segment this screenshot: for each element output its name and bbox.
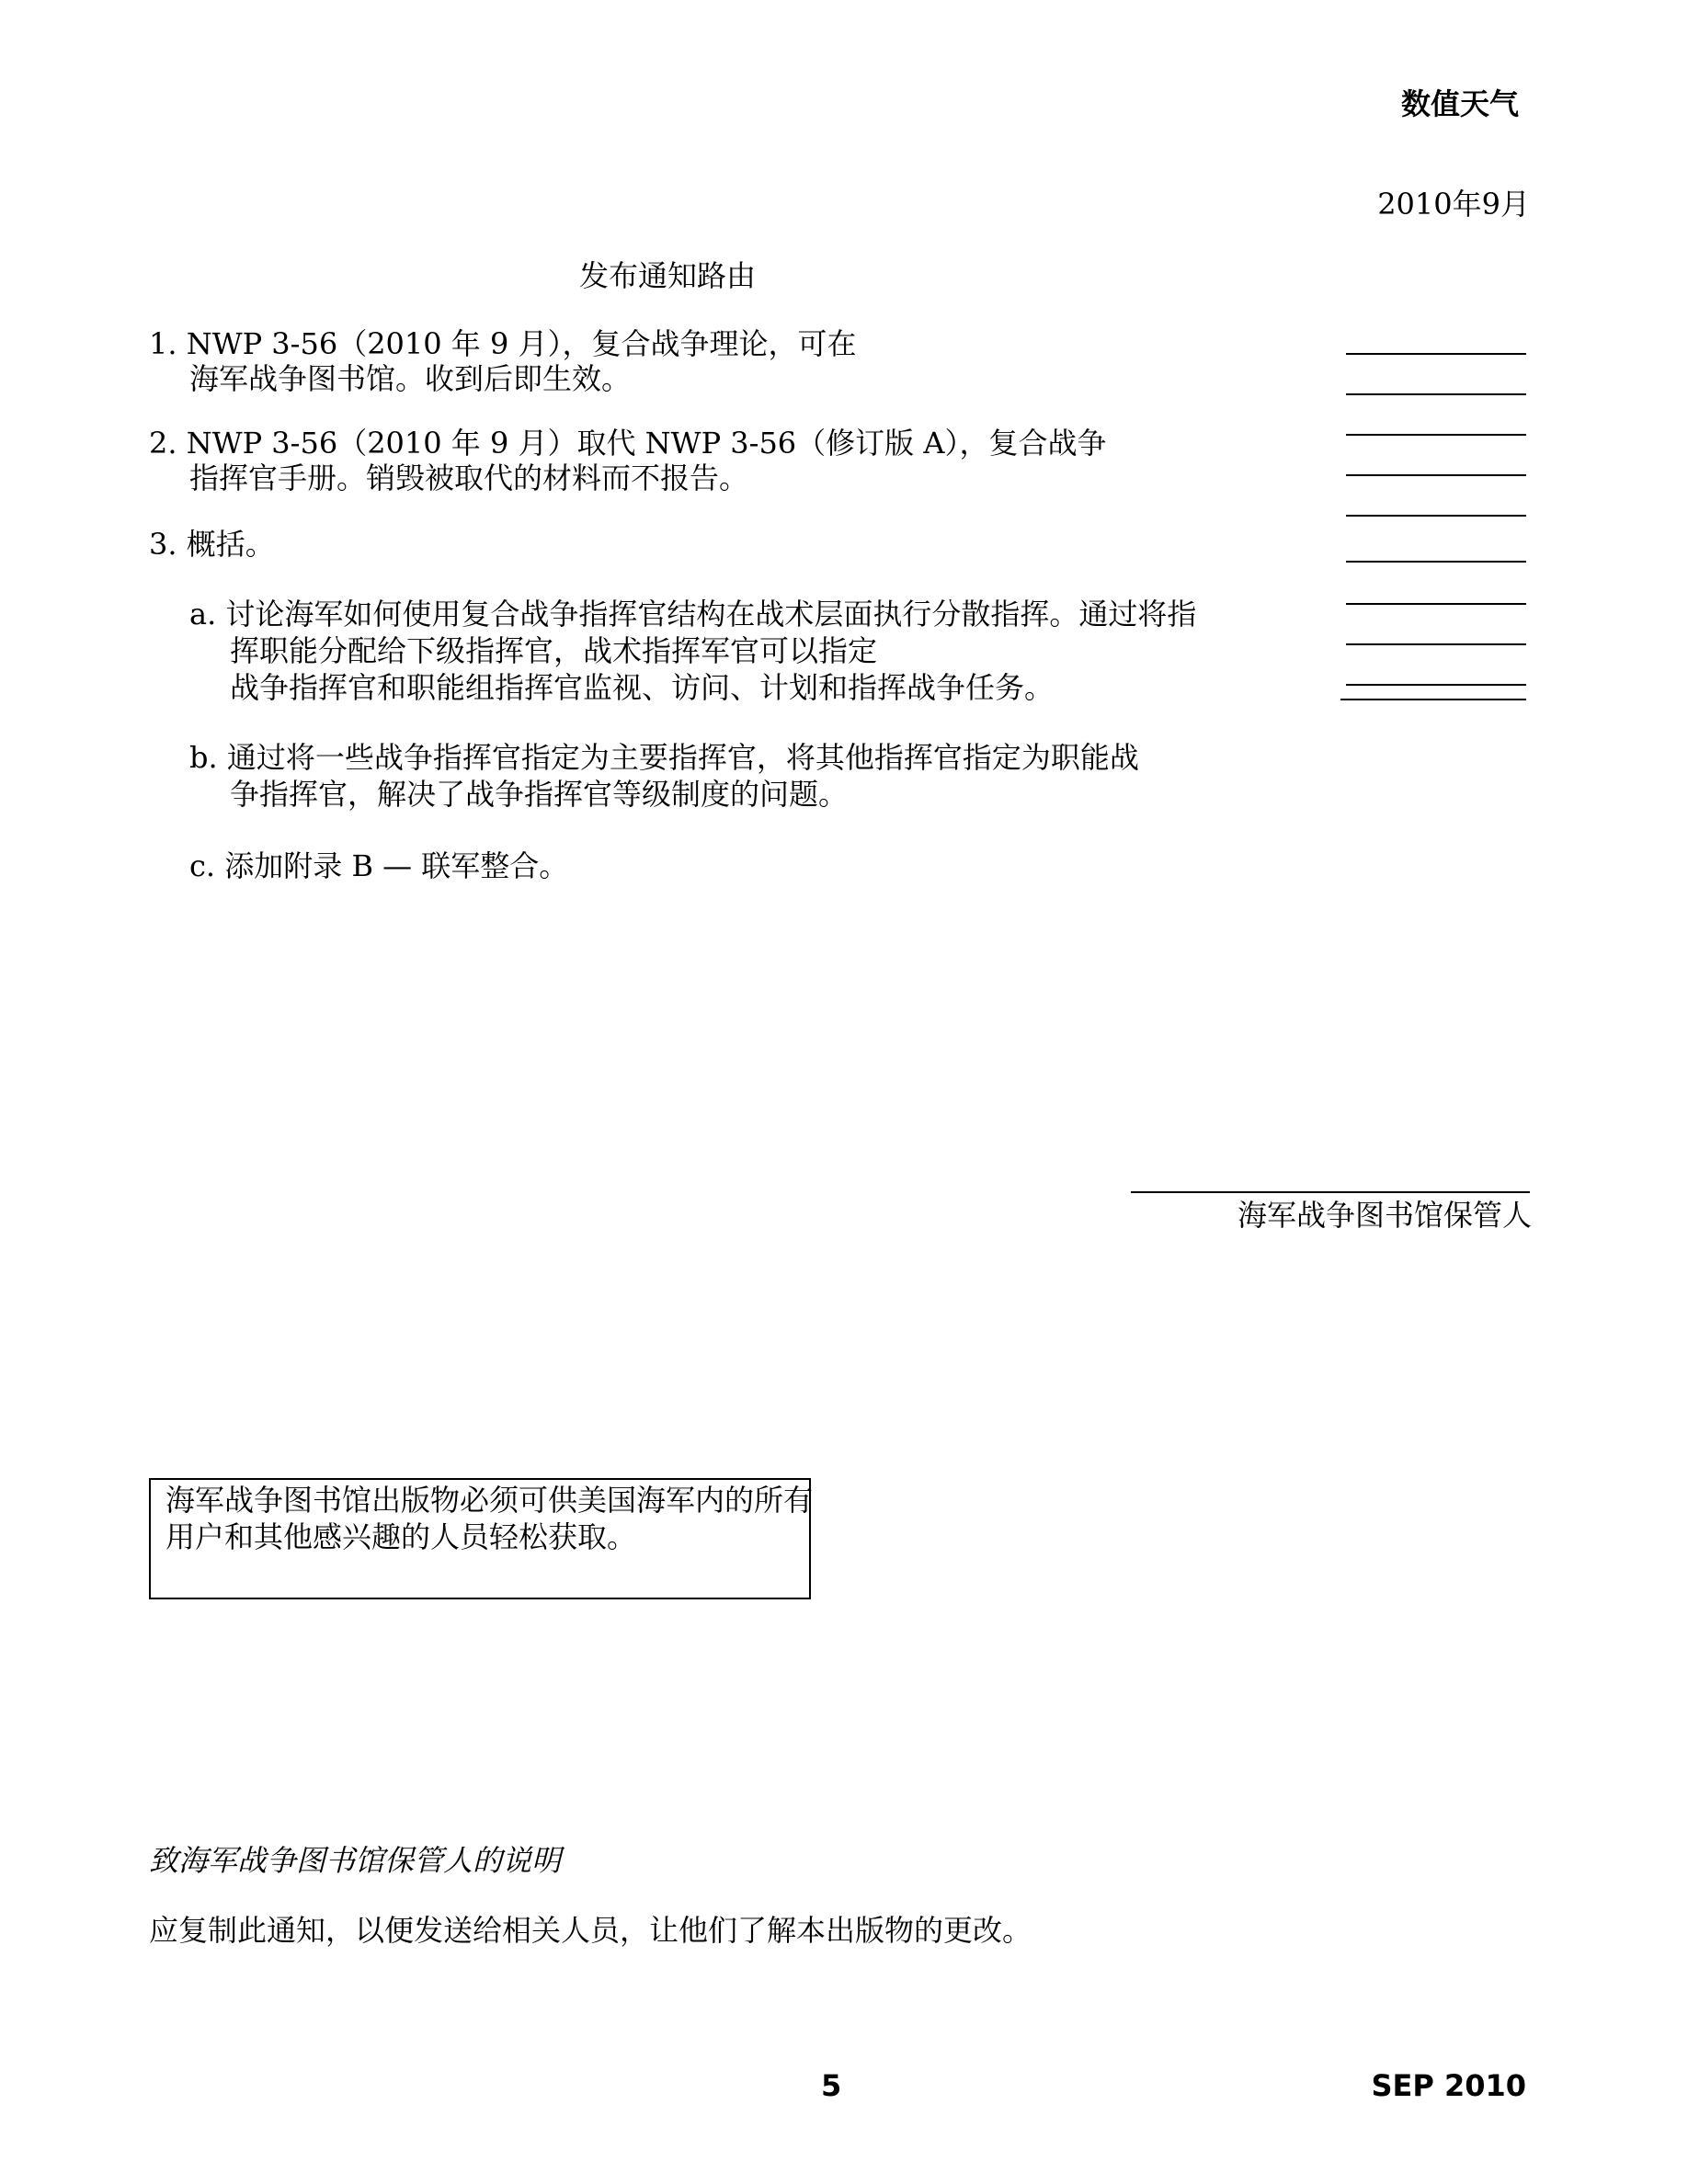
routing-line <box>1346 643 1526 645</box>
instructions-heading: 致海军战争图书馆保管人的说明 <box>149 1843 562 1878</box>
instructions-body: 应复制此通知，以便发送给相关人员，让他们了解本出版物的更改。 <box>149 1913 1032 1948</box>
notice-line-1: 海军战争图书馆出版物必须可供美国海军内的所有 <box>165 1483 814 1518</box>
sub-a-line-3: 战争指挥官和职能组指挥官监视、访问、计划和指挥战争任务。 <box>230 670 1055 705</box>
routing-line <box>1346 561 1526 563</box>
item-1-line-2: 海军战争图书馆。收到后即生效。 <box>189 361 632 396</box>
sub-a-line-1: a. 讨论海军如何使用复合战争指挥官结构在战术层面执行分散指挥。通过将指 <box>189 597 1197 631</box>
signature-label: 海军战争图书馆保管人 <box>1237 1198 1532 1233</box>
document-label: 数值天气 <box>1400 86 1519 121</box>
item-1-line-1: 1. NWP 3-56（2010 年 9 月），复合战争理论，可在 <box>149 326 857 361</box>
routing-line <box>1346 434 1526 436</box>
item-2-line-1: 2. NWP 3-56（2010 年 9 月）取代 NWP 3-56（修订版 A），复合战争 <box>149 426 1107 461</box>
routing-line <box>1346 603 1526 605</box>
routing-line <box>1346 515 1526 517</box>
item-2-line-2: 指挥官手册。销毁被取代的材料而不报告。 <box>189 461 749 495</box>
routing-line <box>1346 474 1526 476</box>
routing-line <box>1346 393 1526 395</box>
routing-line <box>1346 684 1526 686</box>
signature-line <box>1131 1191 1530 1193</box>
sub-b-line-2: 争指挥官，解决了战争指挥官等级制度的问题。 <box>230 777 849 812</box>
routing-line <box>1340 699 1526 700</box>
routing-line <box>1346 353 1526 355</box>
footer-date: SEP 2010 <box>1371 2068 1526 2103</box>
item-3-line-1: 3. 概括。 <box>149 527 275 562</box>
notice-line-2: 用户和其他感兴趣的人员轻松获取。 <box>165 1519 637 1554</box>
page-number: 5 <box>821 2068 842 2103</box>
header-date: 2010年9月 <box>1377 187 1530 222</box>
sub-b-line-1: b. 通过将一些战争指挥官指定为主要指挥官，将其他指挥官指定为职能战 <box>189 740 1139 775</box>
sub-a-line-2: 挥职能分配给下级指挥官，战术指挥军官可以指定 <box>230 633 878 668</box>
sub-c-line-1: c. 添加附录 B — 联军整合。 <box>189 848 569 883</box>
page-title: 发布通知路由 <box>579 258 757 293</box>
